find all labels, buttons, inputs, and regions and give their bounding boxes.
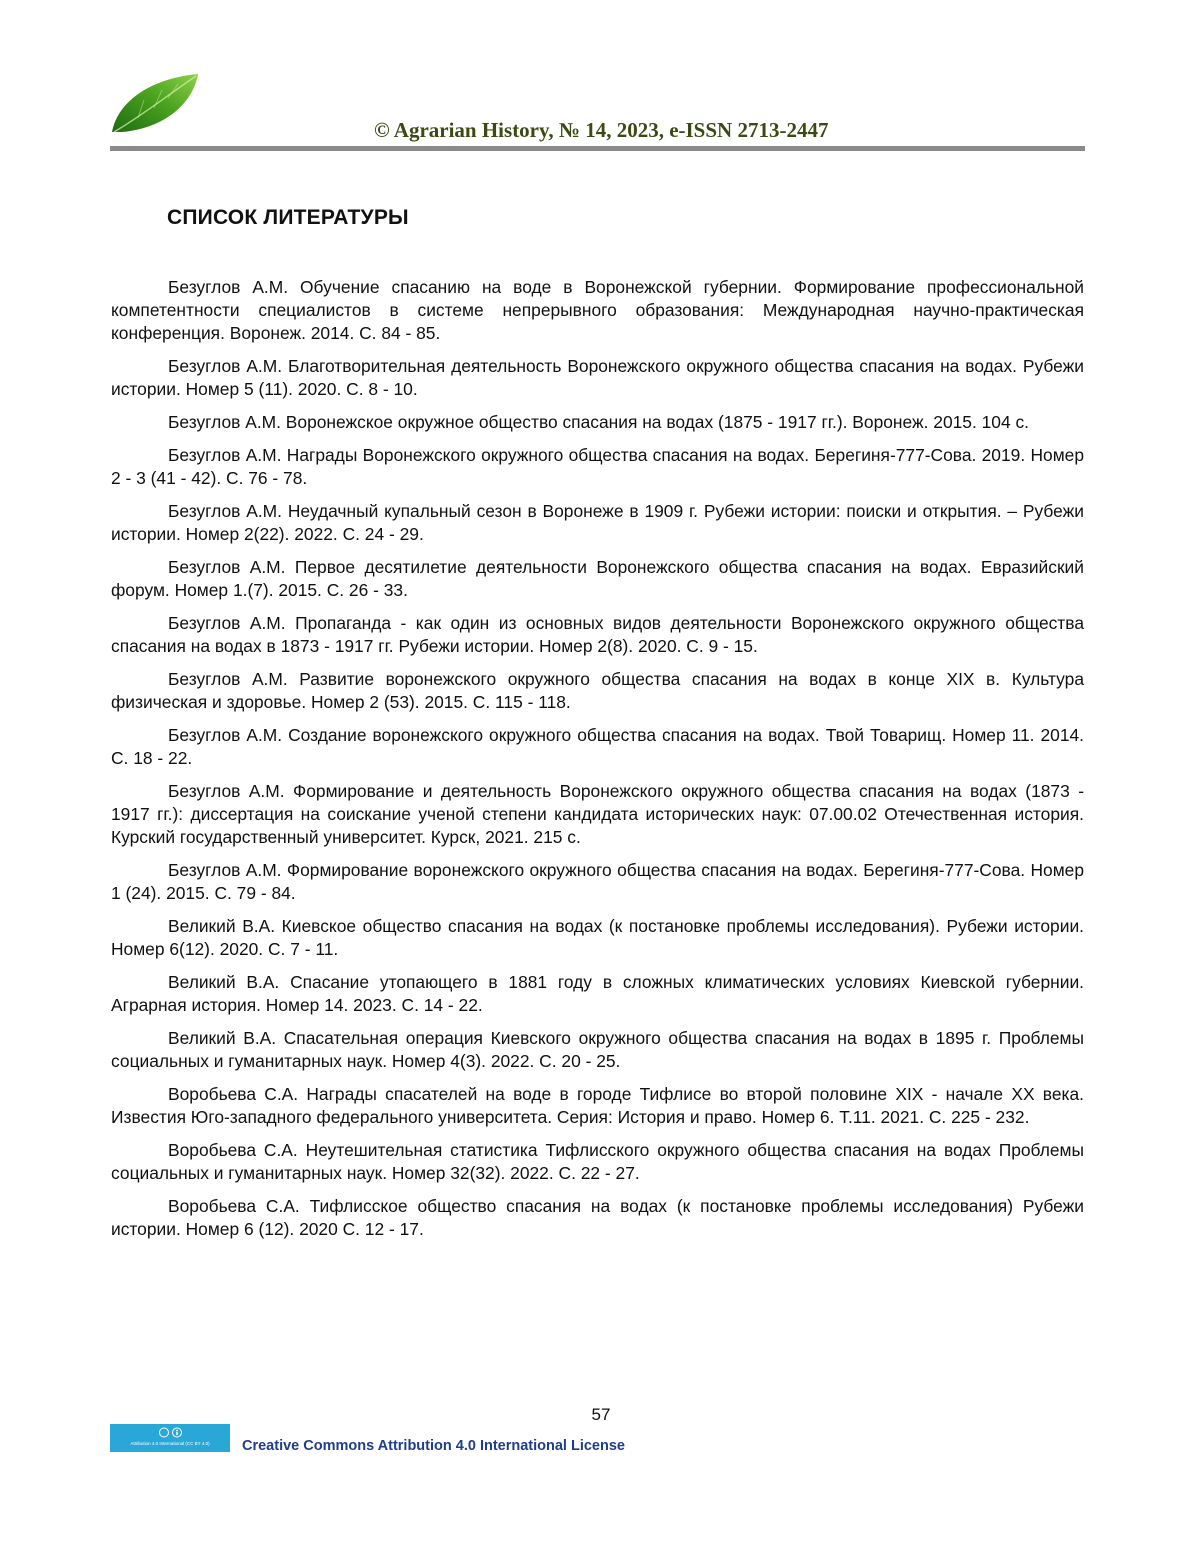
reference-item: Безуглов А.М. Первое десятилетие деятельности Воронежского общества спасания на водах. Евразийский форум. Номер 1.(7). 2015. С. 26 - 33. — [111, 557, 1084, 600]
reference-item: Воробьева С.А. Награды спасателей на воде в городе Тифлисе во второй половине XIX - начале XX века. Известия Юго-западного федерального университета. Серия: История и право. Номер 6. Т.11. 2021. С. 225 - 232. — [111, 1084, 1084, 1127]
leaf-icon — [108, 70, 208, 140]
reference-item: Безуглов А.М. Награды Воронежского окружного общества спасания на водах. Берегиня-777-Сова. 2019. Номер 2 - 3 (41 - 42). С. 76 - 78. — [111, 445, 1084, 488]
reference-item: Великий В.А. Спасательная операция Киевского окружного общества спасания на водах в 1895 г. Проблемы социальных и гуманитарных наук. Номер 4(3). 2022. С. 20 - 25. — [111, 1028, 1084, 1071]
journal-title: © Agrarian History, № 14, 2023, e-ISSN 2713-2447 — [374, 118, 829, 142]
reference-list — [111, 276, 1084, 1251]
cc-badge-text: Attribution 4.0 International (CC BY 4.0) — [130, 1441, 210, 1446]
reference-item: Безуглов А.М. Воронежское окружное общество спасания на водах (1875 - 1917 гг.). Воронеж. 2015. 104 с. — [168, 412, 1030, 432]
reference-item: Безуглов А.М. Формирование воронежского окружного общества спасания на водах. Берегиня-777-Сова. Номер 1 (24). 2015. С. 79 - 84. — [111, 860, 1084, 903]
reference-item: Воробьева С.А. Неутешительная статистика Тифлисского окружного общества спасания на водах Проблемы социальных и гуманитарных наук. Номер 32(32). 2022. С. 22 - 27. — [111, 1140, 1084, 1183]
license-link[interactable]: Creative Commons Attribution 4.0 International License — [242, 1438, 625, 1454]
cc-by-icon — [158, 1427, 184, 1438]
reference-item: Безуглов А.М. Формирование и деятельность Воронежского окружного общества спасания на водах (1873 - 1917 гг.): диссертация на соискание ученой степени кандидата исторических наук: 07.00.02 Отечественная история. Курский государственный университет. Курск, 2021. 215 с. — [111, 781, 1084, 847]
reference-item: Безуглов А.М. Пропаганда - как один из основных видов деятельности Воронежского окружного общества спасания на водах в 1873 - 1917 гг. Рубежи истории. Номер 2(8). 2020. С. 9 - 15. — [111, 613, 1084, 656]
reference-item: Безуглов А.М. Развитие воронежского окружного общества спасания на водах в конце XIX в. Культура физическая и здоровье. Номер 2 (53). 2015. С. 115 - 118. — [111, 669, 1084, 712]
cc-license-badge[interactable] — [110, 1424, 230, 1452]
reference-item: Великий В.А. Киевское общество спасания на водах (к постановке проблемы исследования). Рубежи истории. Номер 6(12). 2020. С. 7 - 11. — [111, 916, 1084, 959]
reference-item: Безуглов А.М. Благотворительная деятельность Воронежского окружного общества спасания на водах. Рубежи истории. Номер 5 (11). 2020. С. 8 - 10. — [111, 356, 1084, 399]
reference-item: Безуглов А.М. Неудачный купальный сезон в Воронеже в 1909 г. Рубежи истории: поиски и открытия. – Рубежи истории. Номер 2(22). 2022. С. 24 - 29. — [111, 501, 1084, 544]
header-rule — [110, 146, 1085, 151]
reference-item: Безуглов А.М. Обучение спасанию на воде в Воронежской губернии. Формирование профессиональной компетентности специалистов в системе непрерывного образования: Международная научно-практическая конференция. Воронеж. 2014. С. 84 - 85. — [111, 277, 1084, 343]
reference-item: Воробьева С.А. Тифлисское общество спасания на водах (к постановке проблемы исследования) Рубежи истории. Номер 6 (12). 2020 С. 12 - 17. — [111, 1196, 1084, 1239]
reference-item: Великий В.А. Спасание утопающего в 1881 году в сложных климатических условиях Киевской губернии. Аграрная история. Номер 14. 2023. С. 14 - 22. — [111, 972, 1084, 1015]
section-title: СПИСОК ЛИТЕРАТУРЫ — [167, 206, 409, 229]
page-number: 57 — [591, 1405, 611, 1424]
reference-item: Безуглов А.М. Создание воронежского окружного общества спасания на водах. Твой Товарищ. Номер 11. 2014. С. 18 - 22. — [111, 725, 1084, 768]
